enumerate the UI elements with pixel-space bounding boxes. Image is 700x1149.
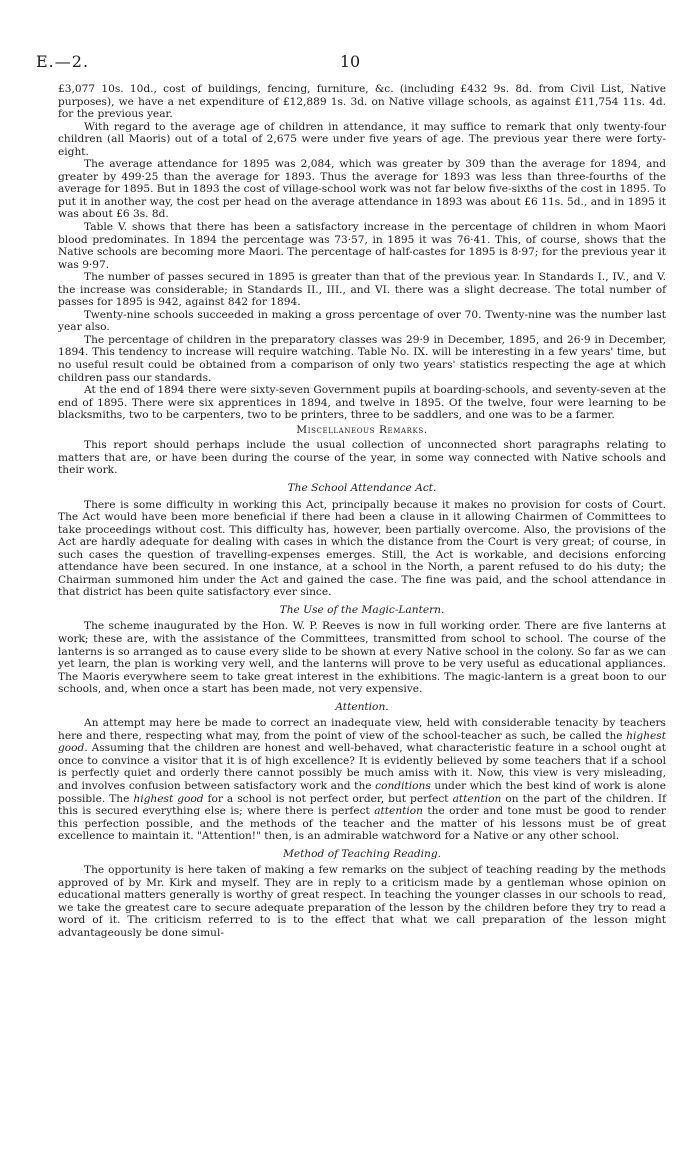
- attention-emphasis-conditions: conditions: [375, 779, 431, 792]
- heading-school-attendance-act: The School Attendance Act.: [287, 481, 437, 494]
- attention-text-1: An attempt may here be made to correct an inadequate view, held with considerable tenacity by teachers here and there, respecting what may, from the point of view of the school-teacher as such, be called the: [58, 717, 666, 742]
- paragraph-government-pupils: At the end of 1894 there were sixty-seven Government pupils at boarding-schools, and seventy-seven at the end of 1895. There were six apprentices in 1894, and twelve in 1895. Of the twelve, four were learning to be blacksmiths, two to be carpenters, two to be printers, three to be saddlers, and one was to be a farmer.: [58, 384, 666, 422]
- paragraph-average-attendance: The average attendance for 1895 was 2,084, which was greater by 309 than the average for 1894, and greater by 499·25 than the average for 1893. Thus the average for 1893 was less than three-fourths of the average for 1895. But in 1893 the cost of village-school work was not far below five-sixths of the cost in 1895. To put it in another way, the cost per head on the average attendance in 1893 was about £6 11s. 5d., and in 1895 it was about £6 3s. 8d.: [58, 158, 666, 221]
- page-header: [36, 52, 664, 74]
- paragraph-school-attendance-act: There is some difficulty in working this Act, principally because it makes no provision for costs of Court. The Act would have been more beneficial if there had been a clause in it allowing Chairmen of Committees to take proceedings without cost. This difficulty has, however, been partially overcome. Also, the provisions of the Act are hardly adequate for dealing with cases in which the distance from the Court is very great; of course, in such cases the question of travelling-expenses emerges. Still, the Act is workable, and decisions enforcing attendance have been secured. In one instance, at a school in the North, a parent refused to do his duty; the Chairman summoned him under the Act and gained the case. The fine was paid, and the school attendance in that district has been quite satisfactory ever since.: [58, 498, 666, 599]
- paragraph-attention: [58, 717, 666, 842]
- paragraph-passes: The number of passes secured in 1895 is greater than that of the previous year. In Standards I., IV., and V. the increase was considerable; in Standards II., III., and VI. there was a slight decrease. The total number of passes for 1895 is 942, against 842 for 1894.: [58, 271, 666, 309]
- paragraph-gross-percentage: Twenty-nine schools succeeded in making a gross percentage of over 70. Twenty-nine was the number last year also.: [58, 308, 666, 334]
- heading-method-of-teaching-reading: Method of Teaching Reading.: [282, 847, 442, 860]
- page-number: 10: [339, 52, 361, 71]
- attention-text-4: for a school is not perfect order, but perfect: [203, 792, 453, 805]
- attention-emphasis-highest-good-2: highest good: [133, 792, 204, 805]
- attention-text-2: . Assuming that the children are honest and well-behaved, what characteristic feature in a school ought at once to convince a visitor that it is of high excellence? It is evidently believed by some teachers that if a school is perfectly quiet and orderly there cannot possibly be much amiss with it. Now, this view is very misleading, and involves confusion between satisfactory work and the: [58, 742, 666, 792]
- paragraph-miscellaneous: This report should perhaps include the usual collection of unconnected short paragraphs relating to matters that are, or have been during the course of the year, in some way connected with Native schools and their work.: [58, 439, 666, 477]
- paragraph-continued-expenditure: £3,077 10s. 10d., cost of buildings, fencing, furniture, &c. (including £432 9s. 8d. from Civil List, Native purposes), we have a net expenditure of £12,889 1s. 3d. on Native village schools, as against £11,754 11s. 4d. for the previous year.: [58, 83, 666, 121]
- attention-text-6: the order and tone must be good to render this perfection possible, and the methods of the teacher and the matter of his lessons must be of great excellence to maintain it. "Attention!" then, is an admirable watchword for a Native or any other school.: [58, 805, 666, 843]
- page-reference: E.—2.: [36, 52, 90, 71]
- attention-text-3: under which the best kind of work is alone possible. The: [58, 779, 666, 805]
- attention-emphasis-highest-good: highest good: [58, 729, 666, 755]
- paragraph-average-age: With regard to the average age of children in attendance, it may suffice to remark that only twenty-four children (all Maoris) out of a total of 2,675 were under five years of age. The previous year there were forty-eight.: [58, 120, 666, 158]
- paragraph-method-of-teaching-reading: The opportunity is here taken of making a few remarks on the subject of teaching reading by the methods approved of by Mr. Kirk and myself. They are in reply to a criticism made by a gentleman whose opinion on educational matters generally is worthy of great respect. In teaching the younger classes in our schools to read, we take the greatest care to secure adequate preparation of the lesson by the children before they try to read a word of it. The criticism referred to is to the effect that what we call preparation of the lesson might advantageously be done simul-: [58, 864, 666, 939]
- attention-emphasis-attention: attention: [452, 792, 502, 805]
- attention-emphasis-attention-2: attention: [374, 805, 423, 818]
- paragraph-magic-lantern: The scheme inaugurated by the Hon. W. P. Reeves is now in full working order. There are five lanterns at work; these are, with the assistance of the Committees, transmitted from school to school. The course of the lanterns is so arranged as to cause every slide to be shown at every Native school in the colony. So far as we can yet learn, the plan is working very well, and the lanterns will prove to be very useful as educational appliances. The Maoris everywhere seem to take great interest in the exhibitions. The magic-lantern is a great boon to our schools, and, when once a start has been made, not very expensive.: [58, 620, 666, 696]
- attention-text-5: on the part of the children. If this is secured everything else is; where there is perfect: [58, 792, 666, 818]
- paragraph-preparatory-classes: The percentage of children in the preparatory classes was 29·9 in December, 1895, and 26·9 in December, 1894. This tendency to increase will require watching. Table No. IX. will be interesting in a few years' time, but no useful result could be obtained from a comparison of only two years' statistics respecting the age at which children pass our standards.: [58, 333, 666, 384]
- heading-miscellaneous-remarks: Miscellaneous Remarks.: [296, 423, 428, 436]
- paragraph-table-five: Table V. shows that there has been a satisfactory increase in the percentage of children in whom Maori blood predominates. In 1894 the percentage was 73·57, in 1895 it was 76·41. This, of course, shows that the Native schools are becoming more Maori. The percentage of half-castes for 1895 is 8·97; for the previous year it was 9·97.: [58, 221, 666, 271]
- heading-attention: Attention.: [335, 700, 389, 713]
- body-text: [58, 83, 666, 940]
- heading-magic-lantern: The Use of the Magic-Lantern.: [279, 603, 445, 616]
